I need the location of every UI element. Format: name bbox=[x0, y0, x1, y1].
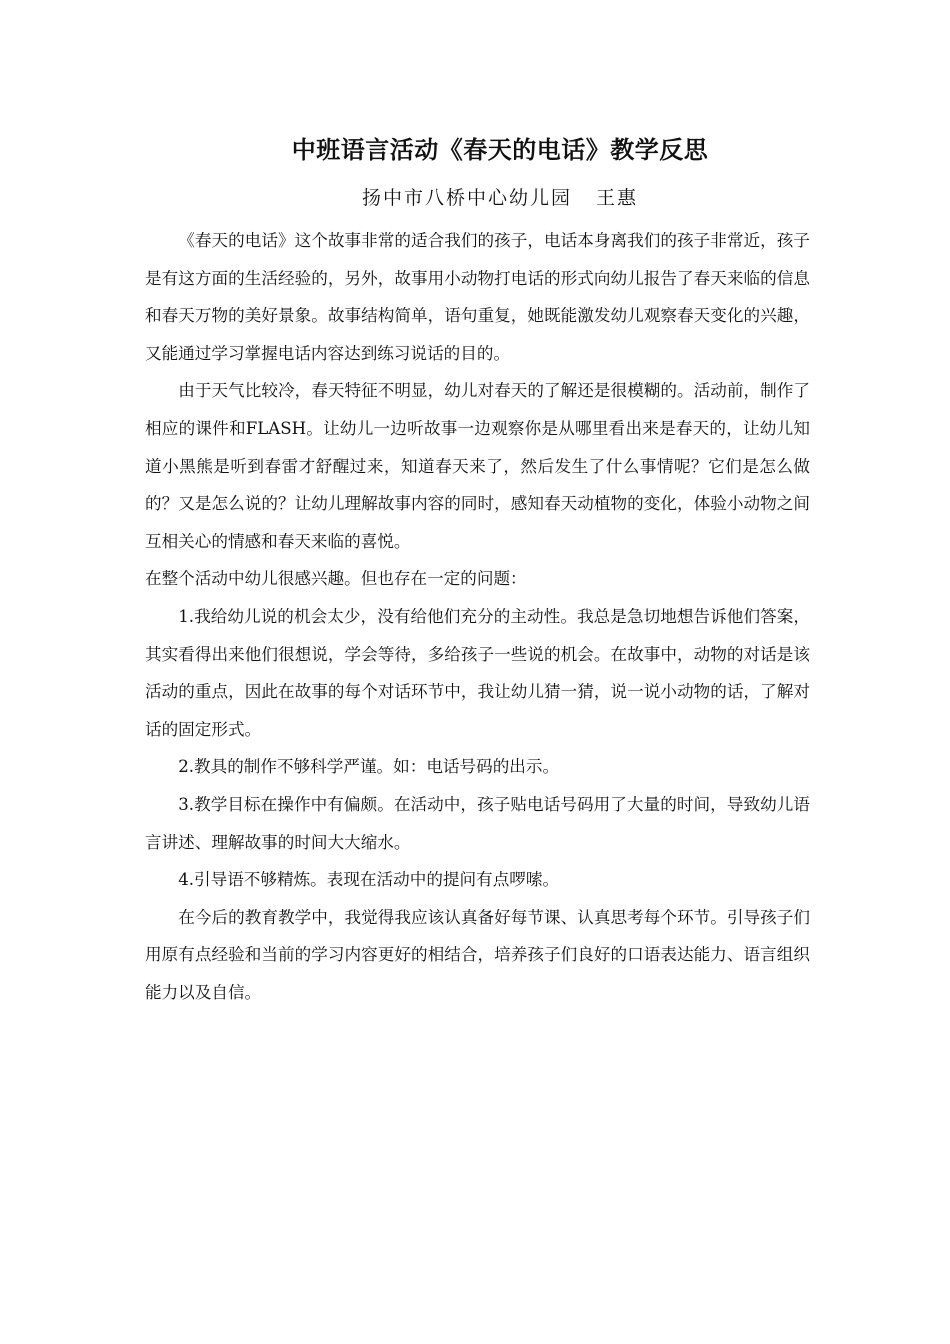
paragraph-activity: 由于天气比较冷，春天特征不明显，幼儿对春天的了解还是很模糊的。活动前，制作了相应的课件和FLASH。让幼儿一边听故事一边观察你是从哪里看出来是春天的，让幼儿知道小黑熊是听到春雷才舒醒过来，知道春天来了，然后发生了什么事情呢？它们是怎么做的？又是怎么说的？让幼儿理解故事内容的同时，感知春天动植物的变化，体验小动物之间互相关心的情感和春天来临的喜悦。 bbox=[145, 381, 810, 551]
document-body bbox=[145, 222, 810, 1011]
paragraph-problems-lead: 在整个活动中幼儿很感兴趣。但也存在一定的问题： bbox=[145, 569, 527, 589]
paragraph-problem-2: 2.教具的制作不够科学严谨。如：电话号码的出示。 bbox=[178, 757, 560, 777]
document-title: 中班语言活动《春天的电话》教学反思 bbox=[291, 136, 709, 164]
paragraph-problem-3: 3.教学目标在操作中有偏颇。在活动中，孩子贴电话号码用了大量的时间，导致幼儿语言讲述、理解故事的时间大大缩水。 bbox=[145, 794, 810, 852]
paragraph-conclusion: 在今后的教育教学中，我觉得我应该认真备好每节课、认真思考每个环节。引导孩子们用原有点经验和当前的学习内容更好的相结合，培养孩子们良好的口语表达能力、语言组织能力以及自信。 bbox=[145, 907, 810, 1002]
paragraph-intro: 《春天的电话》这个故事非常的适合我们的孩子，电话本身离我们的孩子非常近，孩子是有这方面的生活经验的，另外，故事用小动物打电话的形式向幼儿报告了春天来临的信息和春天万物的美好景象。故事结构简单，语句重复，她既能激发幼儿观察春天变化的兴趣，又能通过学习掌握电话内容达到练习说话的目的。 bbox=[145, 231, 810, 363]
paragraph-problem-1: 1.我给幼儿说的机会太少，没有给他们充分的主动性。我总是急切地想告诉他们答案，其实看得出来他们很想说，学会等待，多给孩子一些说的机会。在故事中，动物的对话是该活动的重点，因此在故事的每个对话环节中，我让幼儿猜一猜，说一说小动物的话，了解对话的固定形式。 bbox=[145, 606, 810, 739]
paragraph-problem-4: 4.引导语不够精炼。表现在活动中的提问有点啰嗦。 bbox=[178, 870, 560, 890]
document-byline: 扬中市八桥中心幼儿园 王惠 bbox=[361, 187, 639, 209]
